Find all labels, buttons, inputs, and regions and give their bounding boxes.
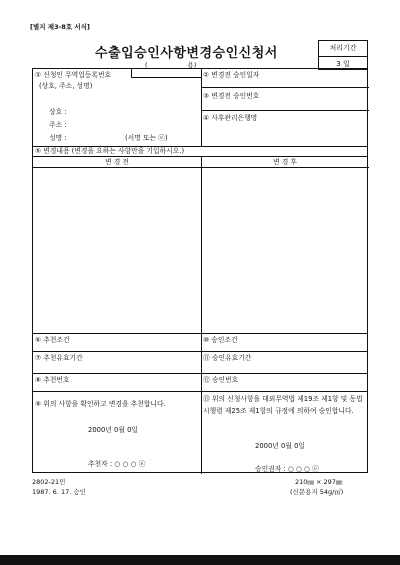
processing-period-box (318, 40, 368, 70)
application-form-table (32, 68, 368, 473)
change-content-label: ⑤ 변경내용 (변경을 요하는 사항만을 기입하시오.) (35, 147, 185, 155)
recommendation-conditions-label: ⑥ 추천조건 (35, 336, 70, 344)
applicant-reg-no-label: ① 신청인 무역업등록번호 (35, 71, 112, 79)
prior-approval-date-label: ② 변경전 승인일자 (203, 71, 260, 79)
subtitle-right: 용) (187, 61, 197, 69)
form-label: [별지 제3-8호 서식] (30, 23, 90, 31)
recommendation-statement: ⑨ 위의 사항을 확인하고 변경을 추천합니다. (35, 400, 166, 408)
recommendation-number-label: ⑧ 추천번호 (35, 376, 70, 384)
paper-size: 210㎜ × 297㎜ (295, 478, 343, 486)
address-label: 주소 : (49, 121, 67, 129)
recommender-signature: 추천자 : ○ ○ ○ ⓔ (88, 460, 146, 468)
prior-approval-number-label: ③ 변경전 승인번호 (203, 92, 260, 100)
page-title: 수출입승인사항변경승인신청서 (95, 46, 278, 61)
approval-validity-label: ⑪ 승인유효기간 (203, 354, 252, 362)
applicant-sub-label: (상호, 주소, 성명) (39, 82, 93, 90)
approval-date: 2000년 0월 0일 (255, 442, 305, 450)
approval-date-footer: 1987. 6. 17. 승인 (32, 488, 86, 496)
paper-type: (신문용지 54g/㎡) (290, 488, 344, 496)
bottom-border-bar (0, 555, 400, 565)
approver-signature: 승인권자 : ○ ○ ○ ⓔ (255, 465, 319, 473)
recommendation-date: 2000년 0월 0일 (88, 426, 138, 434)
after-change-header: 변 경 후 (272, 158, 298, 166)
approval-conditions-label: ⑩ 승인조건 (203, 336, 238, 344)
before-change-header: 변 경 전 (104, 158, 130, 166)
processing-period-value: 3 일 (336, 60, 350, 68)
recommendation-validity-label: ⑦ 추천유효기간 (35, 354, 83, 362)
approval-number-label: ⑫ 승인번호 (203, 376, 239, 384)
subtitle-left: ( (145, 61, 148, 69)
form-code: 2802-21민 (32, 478, 66, 486)
signature-hint: (서명 또는 ⓔ) (125, 134, 168, 142)
post-management-bank-label: ④ 사후관리은행명 (203, 114, 258, 122)
processing-period-label: 처리기간 (319, 41, 367, 57)
name-label: 성명 : (49, 134, 67, 142)
company-label: 상호 : (49, 108, 67, 116)
approval-statement: ⑬ 위의 신청사항을 대외무역법 제19조 제1항 및 동법 시행령 제25조 제1항의 규정에 의하여 승인합니다. (203, 395, 363, 415)
